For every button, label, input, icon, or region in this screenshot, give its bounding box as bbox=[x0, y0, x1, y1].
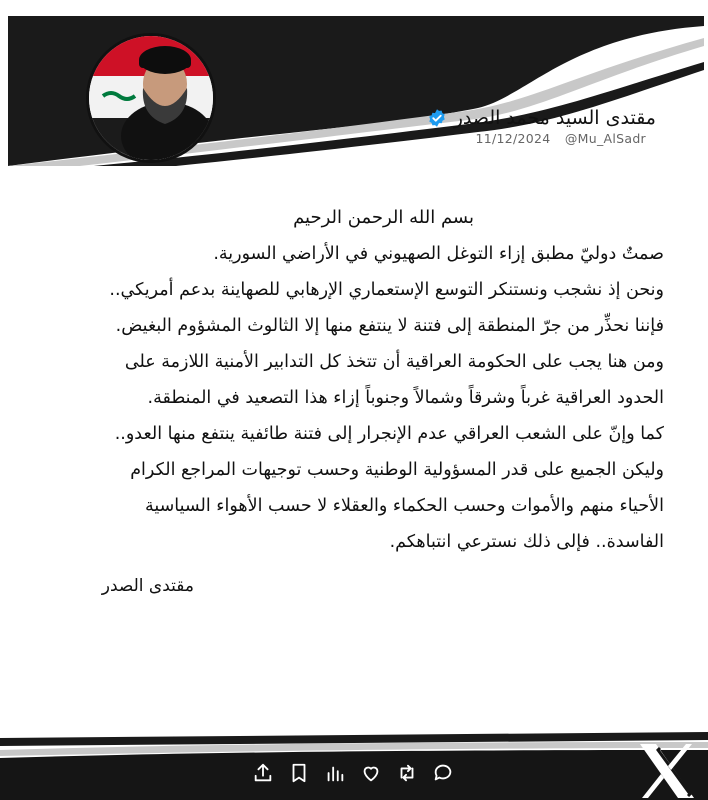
basmala: بسم الله الرحمن الرحيم bbox=[293, 207, 474, 228]
post-line: فإننا نحذِّر من جرّ المنطقة إلى فتنة لا ينتفع منها إلا الثالوث المشؤوم البغيض. bbox=[115, 316, 664, 336]
post-signature: مقتدى الصدر bbox=[101, 576, 194, 596]
post-line: ونحن إذ نشجب ونستنكر التوسع الإستعماري الإرهابي للصهاينة بدعم أمريكي.. bbox=[109, 280, 664, 300]
views-icon[interactable] bbox=[324, 762, 346, 784]
post-line: صمتٌ دوليّ مطبق إزاء التوغل الصهيوني في الأراضي السورية. bbox=[213, 244, 664, 264]
post-line: الأحياء منهم والأموات وحسب الحكماء والعقلاء لا حسب الأهواء السياسية bbox=[144, 496, 664, 516]
post-line: كما وإنّ على الشعب العراقي عدم الإنجرار إلى فتنة طائفية ينتفع منها العدو.. bbox=[114, 424, 664, 444]
post-line: الحدود العراقية غرباً وشرقاً وشمالاً وجنوباً إزاء هذا التصعيد في المنطقة. bbox=[147, 388, 664, 408]
account-name[interactable]: مقتدى السيد محمد الصدر bbox=[453, 107, 656, 129]
account-name-row[interactable] bbox=[427, 107, 656, 129]
account-handle[interactable]: @Mu_AlSadr bbox=[564, 131, 646, 146]
reply-icon[interactable] bbox=[432, 762, 454, 784]
repost-icon[interactable] bbox=[396, 762, 418, 784]
x-logo-icon bbox=[636, 742, 698, 800]
post-date: 11/12/2024 bbox=[475, 131, 551, 146]
bookmark-icon[interactable] bbox=[288, 762, 310, 784]
post-line: الفاسدة.. فإلى ذلك نسترعي انتباهكم. bbox=[389, 532, 664, 552]
heart-icon[interactable] bbox=[360, 762, 382, 784]
verified-badge-icon bbox=[427, 108, 447, 128]
post-line: وليكن الجميع على قدر المسؤولية الوطنية وحسب توجيهات المراجع الكرام bbox=[130, 460, 664, 480]
share-icon[interactable] bbox=[252, 762, 274, 784]
action-bar bbox=[252, 762, 454, 784]
avatar[interactable] bbox=[86, 33, 216, 163]
post-body bbox=[24, 200, 664, 604]
post-line: ومن هنا يجب على الحكومة العراقية أن تتخذ كل التدابير الأمنية اللازمة على bbox=[124, 352, 664, 372]
post-meta bbox=[466, 131, 646, 146]
